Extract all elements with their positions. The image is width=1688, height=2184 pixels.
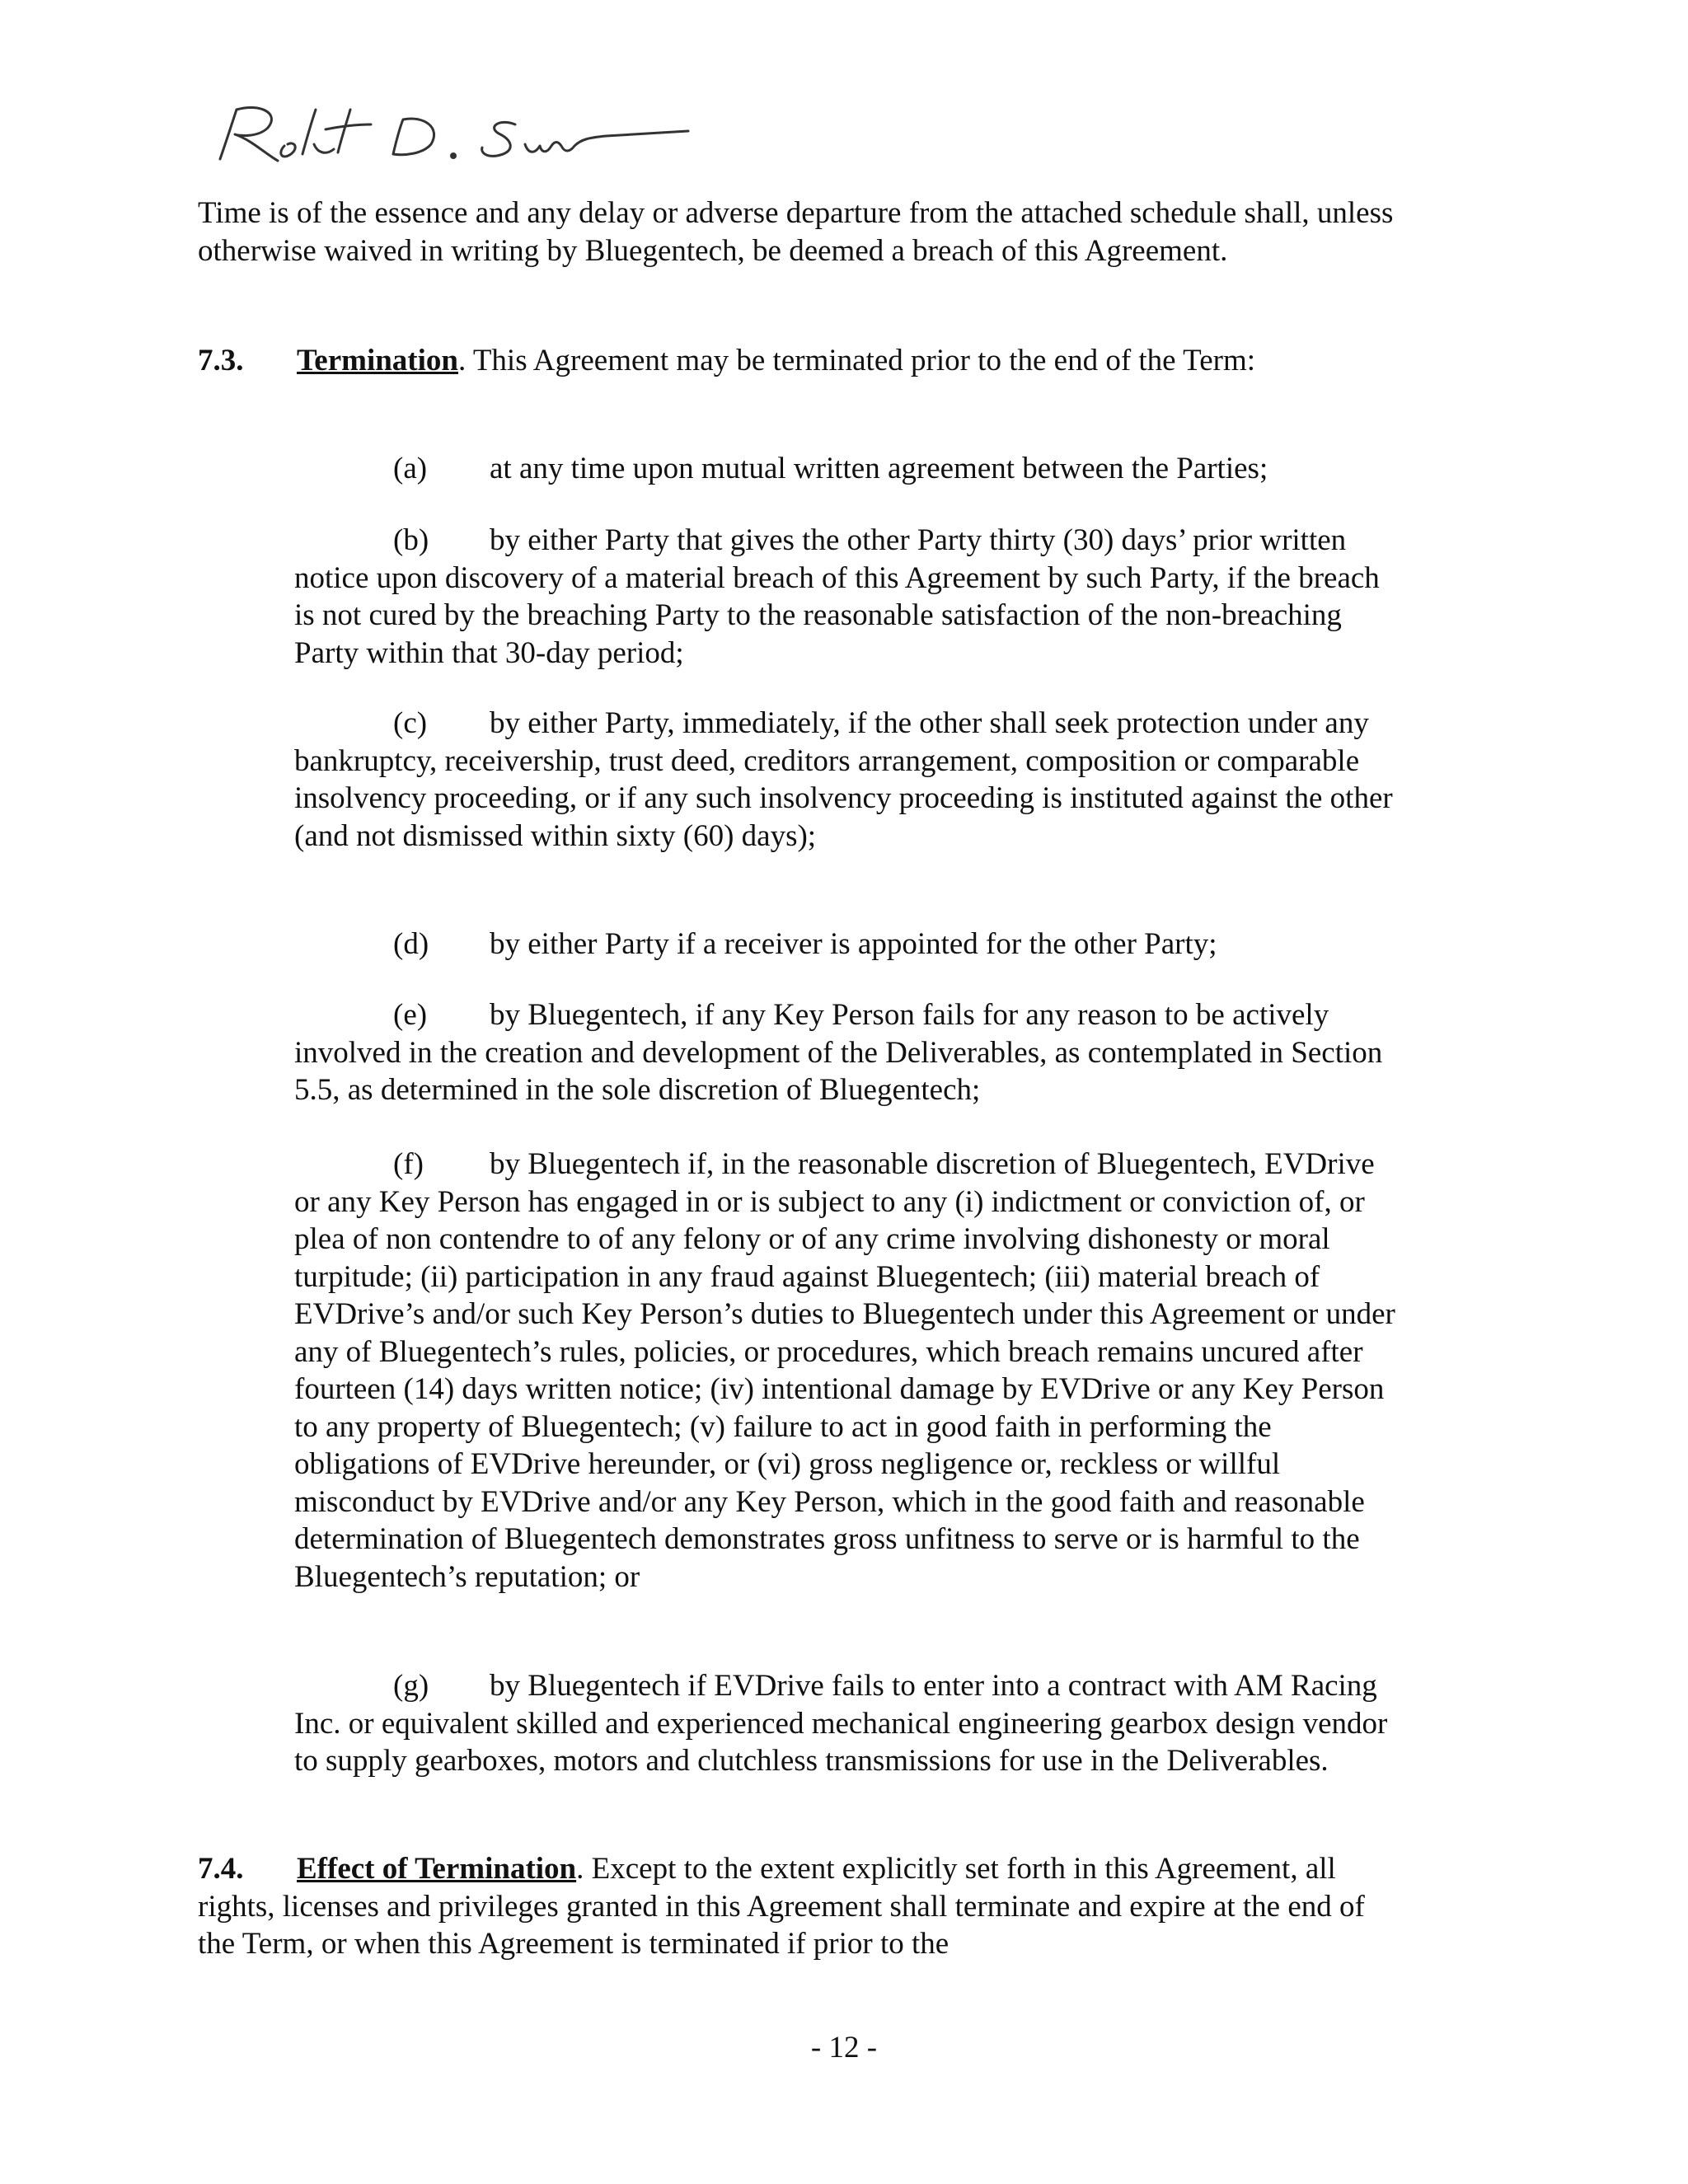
list-item xyxy=(294,450,1399,488)
item-label: (f) xyxy=(393,1147,424,1181)
section-number: 7.3. xyxy=(198,344,244,377)
signature-image xyxy=(202,95,696,177)
page-number: - 12 - xyxy=(810,2031,878,2064)
item-text: by Bluegentech if, in the reasonable discretion of Bluegentech, EVDrive or any Key Person has engaged in or is subject to any (i) indictment or conviction of, or plea of non contendre to of any felony or of any crime involving dishonesty or moral turpitude; (ii) participation in any fraud against Bluegentech; (iii) material breach of EVDrive’s and/or such Key Person’s duties to Bluegentech under this Agreement or under any of Bluegentech’s rules, policies, or procedures, which breach remains uncured after fourteen (14) days written notice; (iv) intentional damage by EVDrive or any Key Person to any property of Bluegentech; (v) failure to act in good faith in performing the obligations of EVDrive hereunder, or (vi) gross negligence or, reckless or willful misconduct by EVDrive and/or any Key Person, which in the good faith and reasonable determination of Bluegentech demonstrates gross unfitness to serve or is harmful to the Bluegentech’s reputation; or xyxy=(294,1147,1395,1594)
section-heading: Effect of Termination xyxy=(297,1852,577,1886)
item-text: by either Party if a receiver is appointed for the other Party; xyxy=(490,927,1217,961)
item-text: at any time upon mutual written agreement between the Parties; xyxy=(490,452,1268,485)
intro-paragraph: Time is of the essence and any delay or adverse departure from the attached schedule shall, unless otherwise waived in writing by Bluegentech, be deemed a breach of this Agreement. xyxy=(198,196,1394,268)
section-number: 7.4. xyxy=(198,1852,244,1886)
item-text: by either Party, immediately, if the other shall seek protection under any bankruptcy, receivership, trust deed, creditors arrangement, composition or comparable insolvency proceeding, or if any such insolvency proceeding is instituted against the other (and not dismissed within sixty (60) days); xyxy=(294,706,1393,853)
item-text: by either Party that gives the other Party thirty (30) days’ prior written notice upon discovery of a material breach of this Agreement by such Party, if the breach is not cured by the breaching Party to the reasonable satisfaction of the non-breaching Party within that 30-day period; xyxy=(294,523,1380,670)
item-text: by Bluegentech if EVDrive fails to enter into a contract with AM Racing Inc. or equivalent skilled and experienced mechanical engineering gearbox design vendor to supply gearboxes, motors and clutchless transmissions for use in the Deliverables. xyxy=(294,1669,1388,1778)
list-item xyxy=(294,926,1399,963)
item-label: (c) xyxy=(393,706,428,740)
list-item xyxy=(294,1667,1399,1780)
section-7-4 xyxy=(198,1850,1401,1963)
item-label: (g) xyxy=(393,1669,429,1703)
item-label: (a) xyxy=(393,452,428,485)
list-item xyxy=(294,522,1399,672)
item-label: (d) xyxy=(393,927,429,961)
list-item xyxy=(294,705,1399,855)
section-text: . Except to the extent explicitly set forth in this Agreement, all rights, licenses and privileges granted in this Agreement shall terminate and expire at the end of the Term, or when this Agreement is terminated if prior to the xyxy=(198,1852,1365,1961)
item-label: (e) xyxy=(393,998,428,1032)
section-text: . This Agreement may be terminated prior to the end of the Term: xyxy=(457,344,1256,377)
list-item xyxy=(294,996,1399,1109)
section-heading: Termination xyxy=(297,344,458,377)
section-7-3 xyxy=(198,342,1401,380)
item-text: by Bluegentech, if any Key Person fails for any reason to be actively involved in the creation and development of the Deliverables, as contemplated in Section 5.5, as determined in the sole discretion of Bluegentech; xyxy=(294,998,1383,1107)
item-label: (b) xyxy=(393,523,429,557)
list-item xyxy=(294,1146,1399,1596)
